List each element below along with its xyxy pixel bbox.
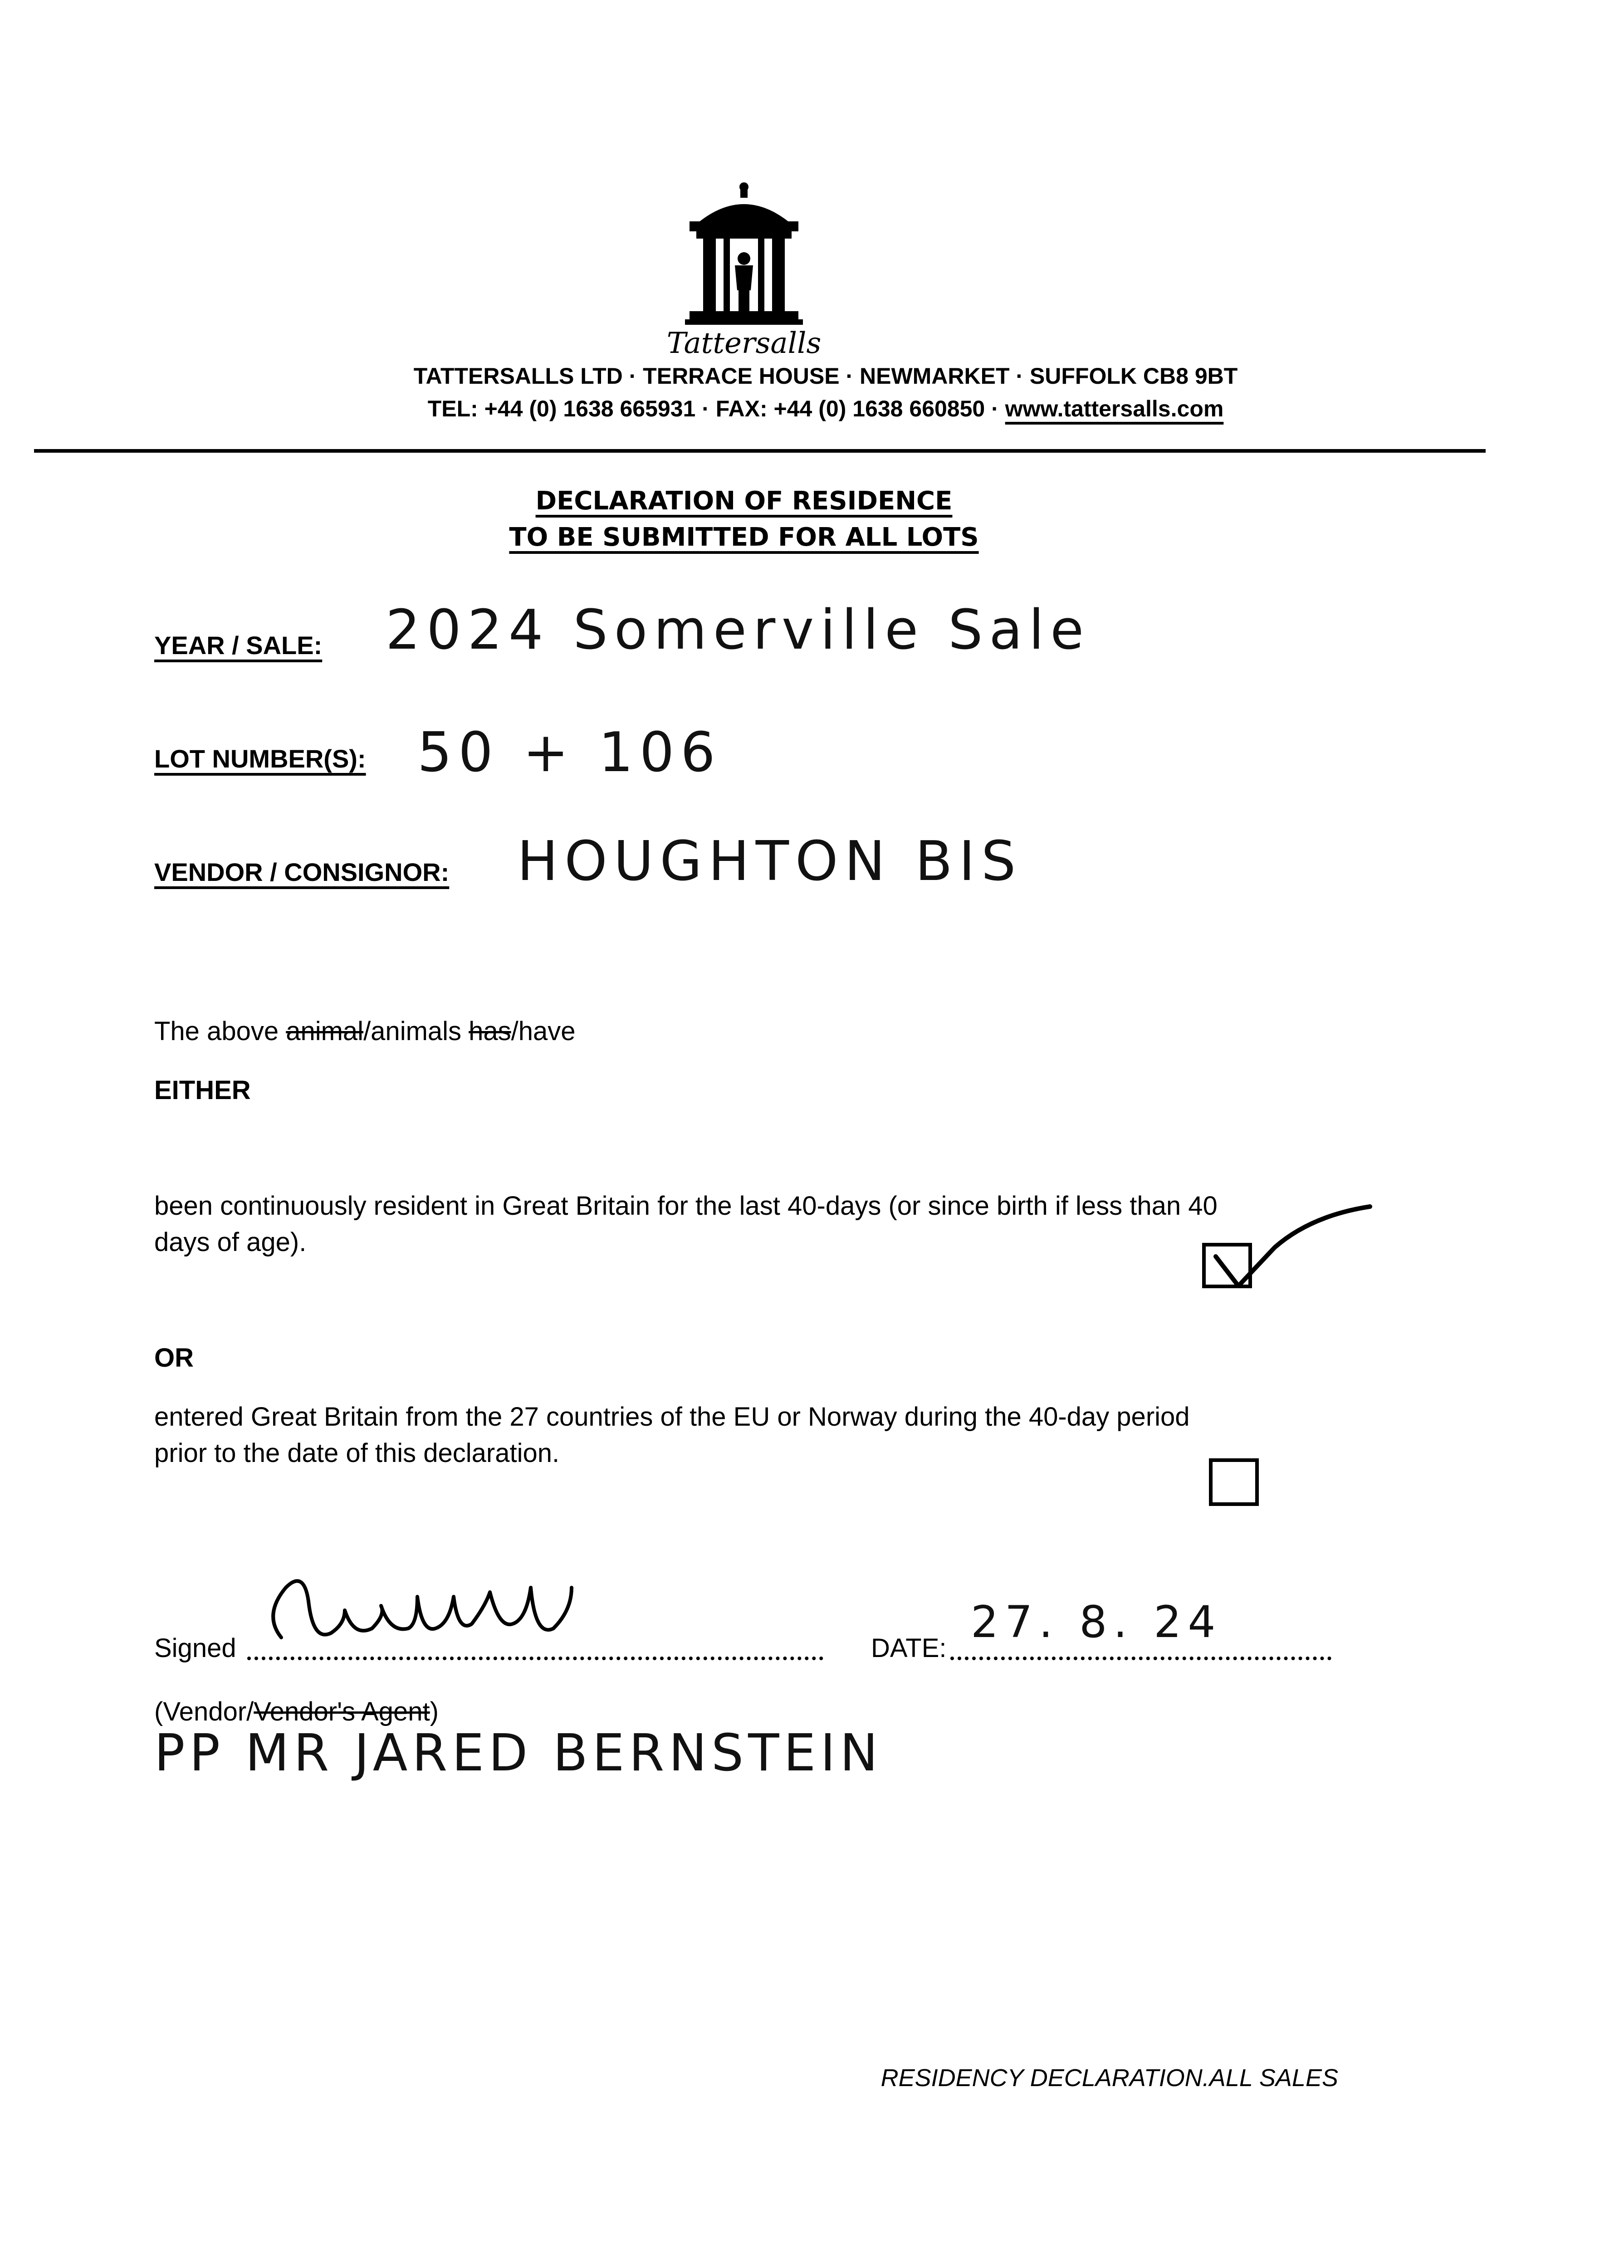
vendor-label: VENDOR / CONSIGNOR: [154, 858, 450, 886]
either-heading: EITHER [154, 1075, 251, 1105]
statement-line [154, 1016, 576, 1046]
option1-text-line2: days of age). [154, 1227, 307, 1257]
tattersalls-logo-icon [671, 181, 817, 327]
contact-phone-fax: TEL: +44 (0) 1638 665931 · FAX: +44 (0) 1638 660850 · [427, 396, 1005, 421]
vendor-value[interactable]: HOUGHTON BIS [517, 830, 1022, 893]
or-heading: OR [154, 1343, 194, 1373]
role-vendor: (Vendor/ [154, 1697, 254, 1726]
role-close: ) [430, 1697, 439, 1726]
company-contact [181, 396, 1470, 422]
statement-prefix: The above [154, 1017, 286, 1046]
struck-has: has [469, 1017, 511, 1046]
option2-checkbox[interactable] [1209, 1458, 1259, 1506]
option2-text-line1: entered Great Britain from the 27 countries of the EU or Norway during the 40-day period [154, 1402, 1190, 1432]
header-divider [34, 449, 1486, 453]
checkmark-icon [1207, 1198, 1379, 1293]
date-line [950, 1657, 1331, 1660]
year-sale-label: YEAR / SALE: [154, 631, 323, 660]
year-sale-value[interactable]: 2024 Somerville Sale [386, 599, 1091, 662]
form-footer-name: RESIDENCY DECLARATION.ALL SALES [880, 2064, 1338, 2092]
signatory-role [154, 1696, 439, 1727]
company-address: TATTERSALLS LTD · TERRACE HOUSE · NEWMARKET · SUFFOLK CB8 9BT [413, 363, 1238, 389]
signed-label: Signed [154, 1633, 236, 1663]
lot-number-value[interactable]: 50 + 106 [417, 721, 722, 784]
form-title-line1: DECLARATION OF RESIDENCE [535, 486, 953, 516]
handwritten-signature-icon[interactable] [254, 1560, 599, 1665]
website-link[interactable]: www.tattersalls.com [1005, 396, 1224, 421]
logo-wordmark: Tattersalls [666, 327, 822, 360]
lot-number-label: LOT NUMBER(S): [154, 744, 366, 773]
statement-suffix: /have [511, 1017, 576, 1046]
struck-animal: animal [286, 1017, 364, 1046]
option1-text-line1: been continuously resident in Great Britain for the last 40-days (or since birth if less than 40 [154, 1191, 1218, 1221]
signatory-name[interactable]: PP MR JARED BERNSTEIN [154, 1724, 883, 1783]
date-value[interactable]: 27. 8. 24 [971, 1597, 1222, 1647]
date-label: DATE: [871, 1633, 947, 1663]
form-title-line2: TO BE SUBMITTED FOR ALL LOTS [509, 523, 979, 552]
statement-middle: /animals [363, 1017, 469, 1046]
role-struck-agent: Vendor's Agent [254, 1697, 430, 1726]
option2-text-line2: prior to the date of this declaration. [154, 1438, 560, 1468]
